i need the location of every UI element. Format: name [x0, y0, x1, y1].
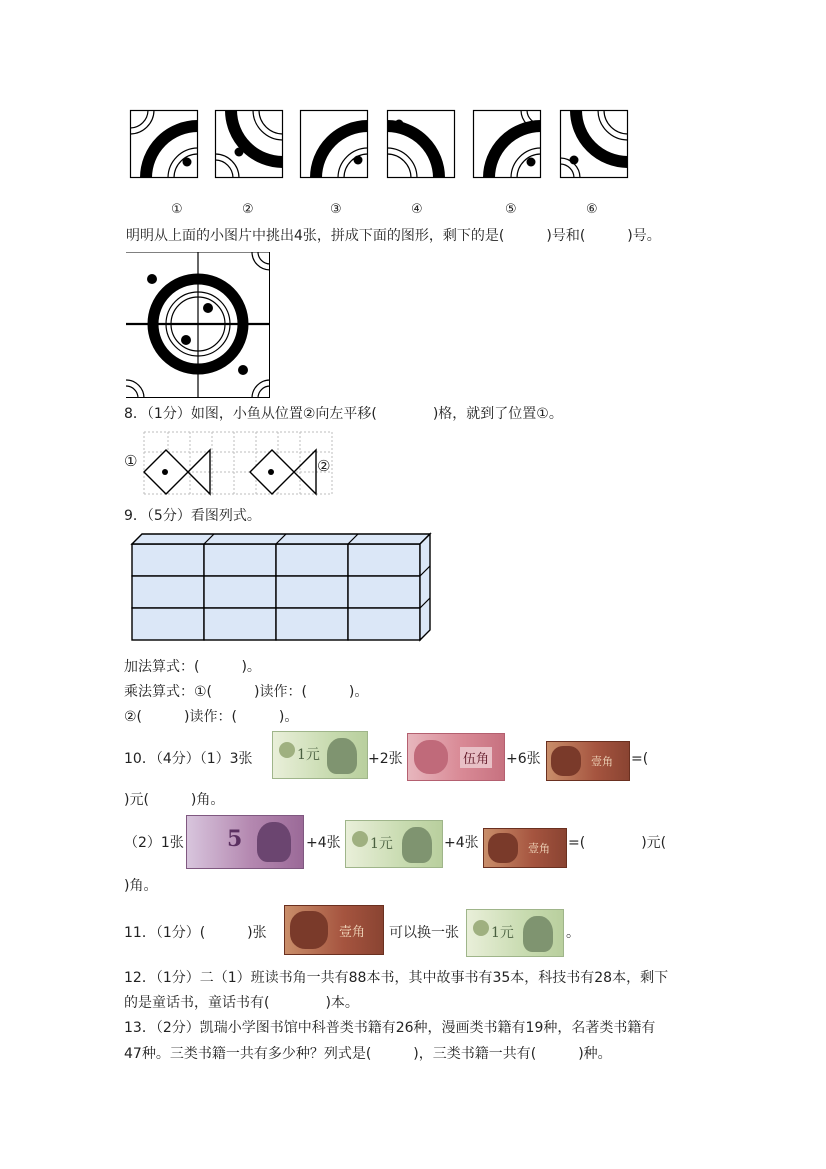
q10-part1-eq: =( — [631, 751, 649, 767]
block — [276, 576, 348, 608]
portrait-icon — [402, 827, 432, 863]
tile-1 — [130, 110, 198, 178]
banknote-5-yuan-value: 5 — [227, 826, 243, 852]
tile-label-2: ② — [242, 202, 254, 217]
block — [276, 608, 348, 640]
banknote-1-yuan-value: 1元 — [297, 747, 320, 763]
banknote-1-jiao-2-label: 壹角 — [528, 842, 550, 855]
portrait-icon — [551, 746, 581, 776]
q11-prefix: 11．（1分）( )张 — [124, 925, 267, 941]
q10-part1-tail: )元( )角。 — [124, 792, 225, 808]
banknote-1-jiao-2 — [483, 828, 567, 868]
portrait-icon — [523, 916, 553, 952]
block — [348, 608, 420, 640]
q12-line1: 12．（1分）二（1）班读书角一共有88本书，其中故事书有35本，科技书有28本，剩下 — [124, 970, 669, 986]
banknote-1-yuan-2 — [345, 820, 443, 868]
tile-4 — [387, 110, 455, 178]
block — [204, 608, 276, 640]
composite-figure — [126, 252, 270, 398]
portrait-icon — [290, 911, 328, 949]
fish-right — [250, 450, 316, 494]
banknote-1-jiao — [546, 741, 630, 781]
block — [132, 544, 204, 576]
portrait-icon — [488, 833, 518, 863]
fish-label-right: ② — [317, 457, 331, 475]
fish-label-left: ① — [124, 452, 138, 470]
tile-label-4: ④ — [411, 202, 423, 217]
q8-question: 8．（1分）如图，小鱼从位置②向左平移( )格，就到了位置①。 — [124, 406, 563, 422]
block — [348, 544, 420, 576]
block — [276, 544, 348, 576]
tile-2 — [215, 110, 283, 178]
block — [204, 576, 276, 608]
q11-end: 。 — [566, 925, 580, 941]
banknote-1-yuan — [272, 731, 368, 779]
q9-multiplication-1: 乘法算式：①( )读作：( )。 — [124, 684, 369, 700]
q13-line2: 47种。三类书籍一共有多少种？列式是( )，三类书籍一共有( )种。 — [124, 1046, 612, 1062]
q10-part2-eq: =( )元( — [568, 835, 667, 851]
q9-addition: 加法算式：( )。 — [124, 659, 261, 675]
block-side-face — [420, 534, 430, 640]
q11-middle: 可以换一张 — [389, 925, 459, 941]
tile-label-1: ① — [171, 202, 183, 217]
q10-part2-plus4b: +4张 — [444, 835, 479, 851]
banknote-1-jiao-label: 壹角 — [591, 755, 613, 768]
block — [348, 576, 420, 608]
tile-label-6: ⑥ — [586, 202, 598, 217]
block-stack — [130, 534, 434, 644]
q9-title: 9．（5分）看图列式。 — [124, 508, 261, 524]
q9-multiplication-2: ②( )读作：( )。 — [124, 709, 299, 725]
q10-part1-prefix: 10．（4分）（1）3张 — [124, 751, 253, 767]
q7-question: 明明从上面的小图片中挑出4张，拼成下面的图形，剩下的是( )号和( )号。 — [126, 228, 661, 244]
q10-part2-plus4a: +4张 — [306, 835, 341, 851]
banknote-5-jiao — [407, 733, 505, 781]
q10-part1-plus2: +2张 — [368, 751, 403, 767]
q10-part2-tail: )角。 — [124, 878, 158, 894]
block — [132, 608, 204, 640]
banknote-5-yuan — [186, 815, 304, 869]
portrait-icon — [327, 738, 357, 774]
banknote-1-jiao-3 — [284, 905, 384, 955]
q10-part1-plus6: +6张 — [506, 751, 541, 767]
banknote-5-jiao-label: 伍角 — [460, 747, 492, 768]
tile-label-5: ⑤ — [505, 202, 517, 217]
banknote-1-yuan-3-value: 1元 — [491, 925, 514, 941]
block — [204, 544, 276, 576]
tile-label-3: ③ — [330, 202, 342, 217]
q13-line1: 13．（2分）凯瑞小学图书馆中科普类书籍有26种，漫画类书籍有19种，名著类书籍有 — [124, 1020, 656, 1036]
tile-3 — [300, 110, 368, 178]
fish-grid — [120, 430, 350, 498]
tile-6 — [560, 110, 628, 178]
tile-5 — [473, 110, 541, 178]
portrait-icon — [257, 822, 291, 862]
banknote-1-yuan-3 — [466, 909, 564, 957]
block — [132, 576, 204, 608]
portrait-icon — [414, 740, 448, 774]
q12-line2: 的是童话书，童话书有( )本。 — [124, 995, 359, 1011]
q10-part2-prefix: （2）1张 — [124, 835, 184, 851]
banknote-1-jiao-3-label: 壹角 — [339, 925, 366, 940]
banknote-1-yuan-2-value: 1元 — [370, 836, 393, 852]
